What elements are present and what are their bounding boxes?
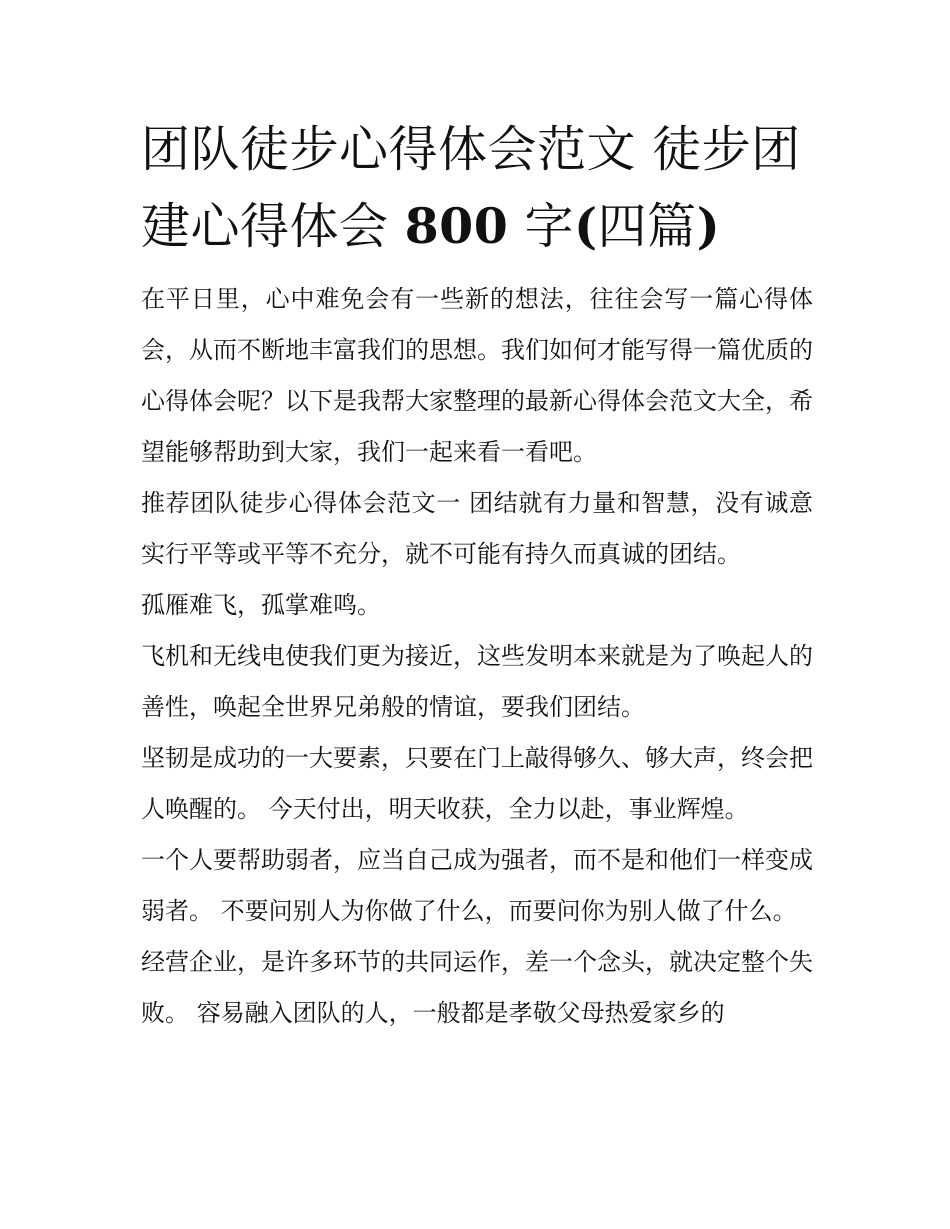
paragraph-intro: 在平日里，心中难免会有一些新的想法，往往会写一篇心得体会，从而不断地丰富我们的思想。我们如何才能写得一篇优质的心得体会呢？以下是我帮大家整理的最新心得体会范文大全，希望能够帮助到大家，我们一起来看一看吧。: [141, 285, 813, 466]
document-title: [141, 112, 813, 265]
paragraph-proverb: 孤雁难飞，孤掌难鸣。: [141, 591, 381, 619]
paragraph-enterprise: 经营企业，是许多环节的共同运作，差一个念头，就决定整个失败。 容易融入团队的人，一般都是孝敬父母热爱家乡的: [141, 948, 813, 1027]
title-unit: 字: [508, 198, 574, 255]
paragraph-helping: 一个人要帮助弱者，应当自己成为强者，而不是和他们一样变成弱者。 不要问别人为你做了什么，而要问你为别人做了什么。: [141, 846, 813, 925]
title-open-paren: (: [573, 197, 598, 255]
title-count: 四篇: [597, 198, 697, 255]
document-body: [141, 274, 813, 1039]
title-number: 800: [404, 197, 509, 255]
title-close-paren: ): [696, 197, 721, 255]
document-content: [141, 112, 813, 1039]
paragraph-persistence: 坚韧是成功的一大要素，只要在门上敲得够久、够大声，终会把人唤醒的。 今天付出，明天收获，全力以赴，事业辉煌。: [141, 744, 813, 823]
title-text: 团队徒步心得体会范文 徒步团建心得体会: [141, 121, 801, 255]
paragraph-inventions: 飞机和无线电使我们更为接近，这些发明本来就是为了唤起人的善性，唤起全世界兄弟般的情谊，要我们团结。: [141, 642, 813, 721]
paragraph-essay-one: 推荐团队徒步心得体会范文一 团结就有力量和智慧，没有诚意实行平等或平等不充分，就不可能有持久而真诚的团结。: [141, 489, 813, 568]
